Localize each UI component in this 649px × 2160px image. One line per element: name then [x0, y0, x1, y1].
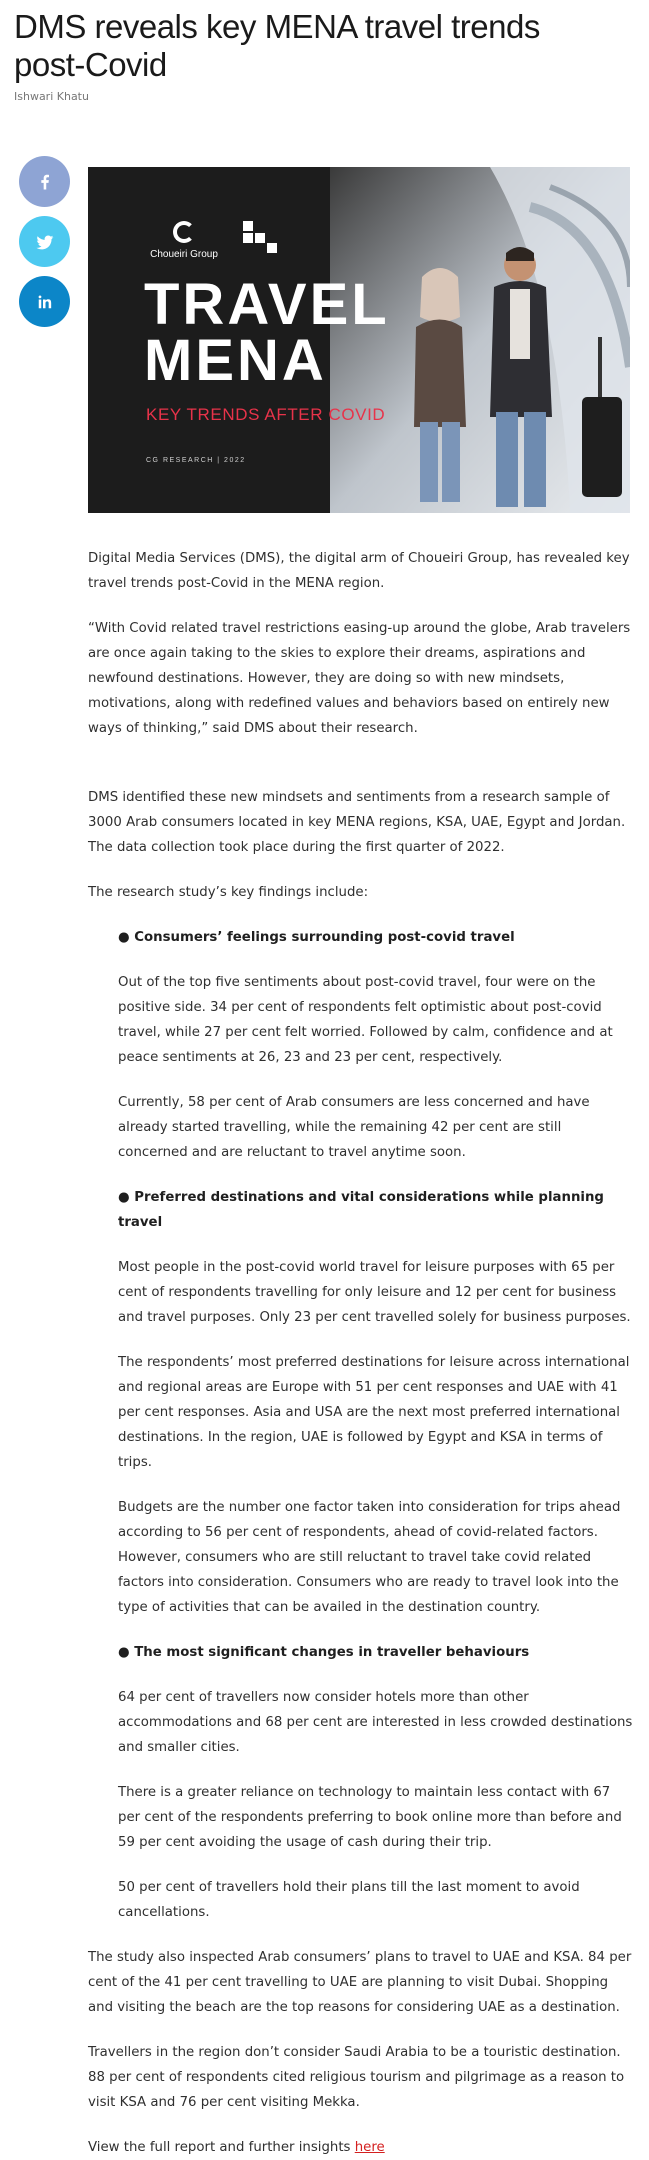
list-item: Budgets are the number one factor taken into consideration for trips ahead according to 56 per cent of respondents, ahead of covid-related factors. However, consumers who are still reluctant to travel take covid related factors into consideration. Consumers who are ready to travel look into the type of activities that can be availed in the destination country.: [118, 1500, 621, 1615]
intro-paragraph: Digital Media Services (DMS), the digital arm of Choueiri Group, has revealed key travel trends post-Covid in the MENA region.: [88, 551, 630, 591]
linkedin-icon: [35, 292, 55, 312]
hero-subheading: KEY TRENDS AFTER COVID: [146, 405, 386, 424]
list-item: Most people in the post-covid world travel for leisure purposes with 65 per cent of respondents travelling for only leisure and 12 per cent for business and travel purposes. Only 23 per cent travelled solely for business purposes.: [118, 1260, 631, 1325]
list-item: There is a greater reliance on technology to maintain less contact with 67 per cent of the respondents preferring to book online more than before and 59 per cent avoiding the usage of cash during their trip.: [118, 1785, 622, 1850]
report-link[interactable]: here: [354, 2140, 385, 2155]
share-linkedin-button[interactable]: [19, 276, 70, 327]
hero-image: [88, 167, 630, 513]
list-item: 50 per cent of travellers hold their plans till the last moment to avoid cancellations.: [118, 1880, 580, 1920]
list-item: Out of the top five sentiments about post-covid travel, four were on the positive side. 34 per cent of respondents felt optimistic about post-covid travel, while 27 per cent felt worried. Followed by calm, confidence and at peace sentiments at 26, 23 and 23 per cent, respectively.: [118, 975, 613, 1065]
report-text: View the full report and further insights: [88, 2140, 355, 2155]
list-item: 64 per cent of travellers now consider hotels more than other accommodations and 68 per cent are interested in less crowded destinations and smaller cities.: [118, 1690, 633, 1755]
article-title: DMS reveals key MENA travel trends post-Covid: [14, 8, 540, 83]
quote-paragraph: “With Covid related travel restrictions easing-up around the globe, Arab travelers are once again taking to the skies to explore their dreams, aspirations and newfound destinations. However, they are doing so with new mindsets, motivations, along with redefined values and behaviors based on entirely new ways of thinking,” said DMS about their research.: [88, 621, 631, 736]
share-twitter-button[interactable]: [19, 216, 70, 267]
section-heading-feelings: ● Consumers’ feelings surrounding post-covid travel: [118, 930, 515, 945]
facebook-icon: [35, 172, 55, 192]
share-facebook-button[interactable]: [19, 156, 70, 207]
section-heading-behaviours: ● The most significant changes in traveller behaviours: [118, 1645, 530, 1660]
uae-ksa-paragraph: The study also inspected Arab consumers’ plans to travel to UAE and KSA. 84 per cent of the 41 per cent travelling to UAE are planning to visit Dubai. Shopping and visiting the beach are the top reasons for considering UAE as a destination.: [88, 1950, 632, 2015]
choueiri-group-logo: Choueiri Group: [144, 221, 224, 260]
article-body: [88, 546, 633, 2160]
list-item: Currently, 58 per cent of Arab consumers are less concerned and have already started travelling, while the remaining 42 per cent are still concerned and are reluctant to travel anytime soon.: [118, 1095, 590, 1160]
findings-list: [118, 925, 633, 1925]
author-name[interactable]: Ishwari Khatu: [14, 90, 89, 103]
list-item: The respondents’ most preferred destinations for leisure across international and regional areas are Europe with 51 per cent responses and UAE with 41 per cent responses. Asia and USA are the next most preferred international destinations. In the region, UAE is followed by Egypt and KSA in terms of trips.: [118, 1355, 630, 1470]
twitter-icon: [35, 232, 55, 252]
hero-meta: CG RESEARCH | 2022: [146, 457, 246, 464]
report-paragraph: [88, 2135, 633, 2160]
sample-paragraph: DMS identified these new mindsets and sentiments from a research sample of 3000 Arab consumers located in key MENA regions, KSA, UAE, Egypt and Jordan. The data collection took place during the first quarter of 2022.: [88, 790, 626, 855]
section-heading-destinations: ● Preferred destinations and vital considerations while planning travel: [118, 1190, 604, 1230]
findings-intro: The research study’s key findings include:: [88, 885, 369, 900]
saudi-paragraph: Travellers in the region don’t consider Saudi Arabia to be a touristic destination. 88 per cent of respondents cited religious tourism and pilgrimage as a reason to visit KSA and 76 per cent visiting Mekka.: [88, 2045, 625, 2110]
hero-heading: TRAVEL MENA: [144, 272, 390, 393]
dms-logo: [243, 221, 287, 253]
